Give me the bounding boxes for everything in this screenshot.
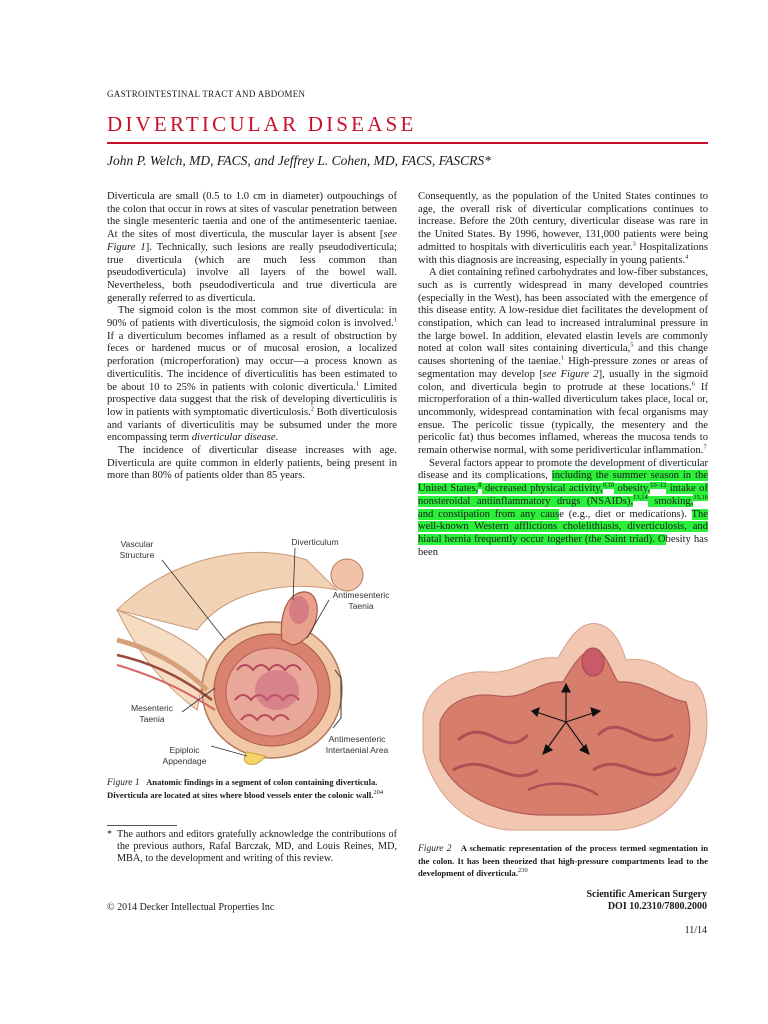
highlight: smoking, (647, 495, 694, 507)
term: diverticular disease (191, 432, 276, 444)
label-mesenteric-taenia: Mesenteric Taenia (130, 703, 174, 724)
label-vascular-structure: Vascular Structure (119, 539, 155, 560)
doi[interactable]: DOI 10.2310/7800.2000 (607, 901, 707, 912)
paragraph: Consequently, as the population of the United States continues to age, the overall risk of diverticular complications continues to increase. Before the 20th century, diverticular disease was rare in the United States. By 1996, however, 131,000 patients were being admitted to hospitals with diverticulitis each year.$^3$ Hospitalizations with this diagnosis are increasing, especially in young patients.$^4$ (418, 191, 709, 266)
footnote-marker: * (107, 829, 113, 840)
caption-label: Figure 2 (418, 844, 452, 854)
figure-1-caption: Figure 1 Anatomic findings in a segment of colon containing diverticula. Diverticula are located at sites where blood vessels enter the colonic wall.$^{204}$ (107, 777, 384, 800)
citation[interactable]: 5 (630, 341, 634, 349)
article-title: DIVERTICULAR DISEASE (107, 112, 417, 136)
citation[interactable]: 2 (310, 405, 314, 413)
highlight: intake of nonsteroidal antiinflammatory drugs (NSAIDs), (418, 483, 708, 507)
figure-reference[interactable]: see Figure 2 (542, 368, 599, 380)
figure-2 (418, 610, 708, 835)
citation[interactable]: 3 (632, 240, 636, 248)
paragraph: The sigmoid colon is the most common site of diverticula: in 90% of patients with diverticulosis, the sigmoid colon is involved.$^1$ If a diverticulum becomes inflamed as a result of obstruction by feces or hardened mucus or of mucosal erosion, a localized perforation (microperforation) may occur—a process known as diverticulitis. The incidence of diverticulitis has been estimated to be about 10 to 25% in patients with colonic diverticula.$^1$ Limited prospective data suggest that the risk of developing diverticulitis is low in patients with symptomatic diverticulosis.$^2$ Both diverticulosis and variants of diverticulitis may be subsumed under the more encompassing term diverticular disease. (107, 305, 397, 444)
footnote-rule (107, 825, 177, 826)
paragraph: The incidence of diverticular disease increases with age. Diverticula are quite common in elderly patients, being present in more than 80% of patients older than 85 years. (107, 445, 397, 482)
citation[interactable]: 13,14 (633, 494, 648, 502)
highlight: decreased physical activity, (481, 483, 603, 495)
journal-name: Scientific American Surgery (586, 889, 707, 900)
citation[interactable]: 230 (518, 867, 528, 875)
paragraph: A diet containing refined carbohydrates and low-fiber substances, such as is currently widespread in many developed countries (especially in the West), has been associated with the emergence of this disease entity. A low-residue diet facilitates the development of constipation, which can lead to increased intraluminal pressure in the large bowel. In addition, elevated elastin levels are commonly noted at colon wall sites containing diverticula,$^5$ and this change causes shortening of the taeniae.$^1$ High-pressure zones or areas of segmentation may develop [see Figure 2], usually in the sigmoid colon, and diverticula begin to protrude at these locations.$^6$ If microperforation of a thin-walled diverticulum takes place, local or, uncommonly, widespread contamination with fecal organisms may ensue. The pericolic tissue (typically, the mesentery and the pericolic fat) thus becomes inflamed, whereas the mucosa tends to remain otherwise normal, with some peridiverticular inflammation.$^7$ (418, 267, 709, 457)
footnote-text: The authors and editors gratefully acknowledge the contributions of the previous authors, Rafal Barczak, MD, and Louis Reines, MD, MBA, to the development and writing of this review. (117, 829, 397, 865)
citation[interactable]: 9,10 (602, 481, 615, 489)
highlight: The well-known Western afflictions cholelithiasis, diverticulosis, and hiatal hernia frequently occur together (the Saint triad). O (418, 508, 708, 545)
figure-reference[interactable]: see Figure 1 (107, 229, 397, 253)
citation[interactable]: 204 (373, 789, 384, 797)
citation[interactable]: 10–12 (650, 481, 667, 489)
highlight: and constipation from any caus (418, 508, 560, 520)
left-column (107, 191, 397, 483)
citation[interactable]: 7 (703, 443, 707, 451)
highlight: obesity, (614, 483, 651, 495)
figure-2-caption: Figure 2 A schematic representation of the process termed segmentation in the colon. It has been theorized that high-pressure compartments lead to the development of diverticula.$^{230}$ (418, 843, 708, 878)
title-rule (107, 142, 708, 144)
right-column (418, 191, 708, 559)
journal-info (586, 889, 707, 913)
citation[interactable]: 4 (685, 252, 689, 260)
section-header: GASTROINTESTINAL TRACT AND ABDOMEN (107, 89, 306, 99)
segmentation-illustration (418, 610, 708, 835)
footnote (107, 829, 397, 866)
paragraph: Diverticula are small (0.5 to 1.0 cm in diameter) outpouchings of the colon that occur in rows at sites of vascular penetration between the single mesenteric taenia and one of the antimesenteric taeniae. At the sites of most diverticula, the muscular layer is absent [see Figure 1]. Technically, such lesions are really pseudodiverticula; true diverticula (which are much less common than pseudodiverticula) involve all layers of the bowel wall. Nevertheless, both pseudodiverticula and true diverticula are generally referred to as diverticula. (107, 191, 397, 304)
label-diverticulum: Diverticulum (291, 537, 339, 547)
label-antimesenteric-taenia: Antimesenteric Taenia (332, 590, 390, 611)
label-epiploic-appendage: Epiploic Appendage (162, 745, 207, 766)
citation[interactable]: 1 (393, 316, 397, 324)
label-antimesenteric-intertaenial-area: Antimesenteric Intertaenial Area (325, 734, 389, 755)
citation[interactable]: 1 (560, 354, 565, 362)
highlight: including the summer season in the United States, (418, 470, 708, 495)
citation[interactable]: 6 (691, 380, 695, 388)
citation[interactable]: 8 (478, 481, 482, 489)
article-authors: John P. Welch, MD, FACS, and Jeffrey L. Cohen, MD, FACS, FASCRS* (107, 153, 491, 168)
citation[interactable]: 1 (355, 380, 360, 388)
citation[interactable]: 15,16 (693, 494, 708, 502)
paragraph: Several factors appear to promote the development of diverticular disease and its complications, including the summer season in the United States,$^8$ decreased physical activity,$^{9,10}$ obesity,$^{10-12}$ intake of nonsteroidal antiinflammatory drugs (NSAIDs),$^{13,14}$ smoking,$^{15,16}$ and constipation from any cause (e.g., diet or medications). The well-known Western afflictions cholelithiasis, diverticulosis, and hiatal hernia frequently occur together (the Saint triad). Obesity has been (418, 457, 708, 558)
caption-label: Figure 1 (107, 778, 140, 788)
copyright: © 2014 Decker Intellectual Properties Inc (107, 902, 275, 913)
figure-1 (107, 520, 397, 770)
page-number: 11/14 (684, 925, 707, 936)
